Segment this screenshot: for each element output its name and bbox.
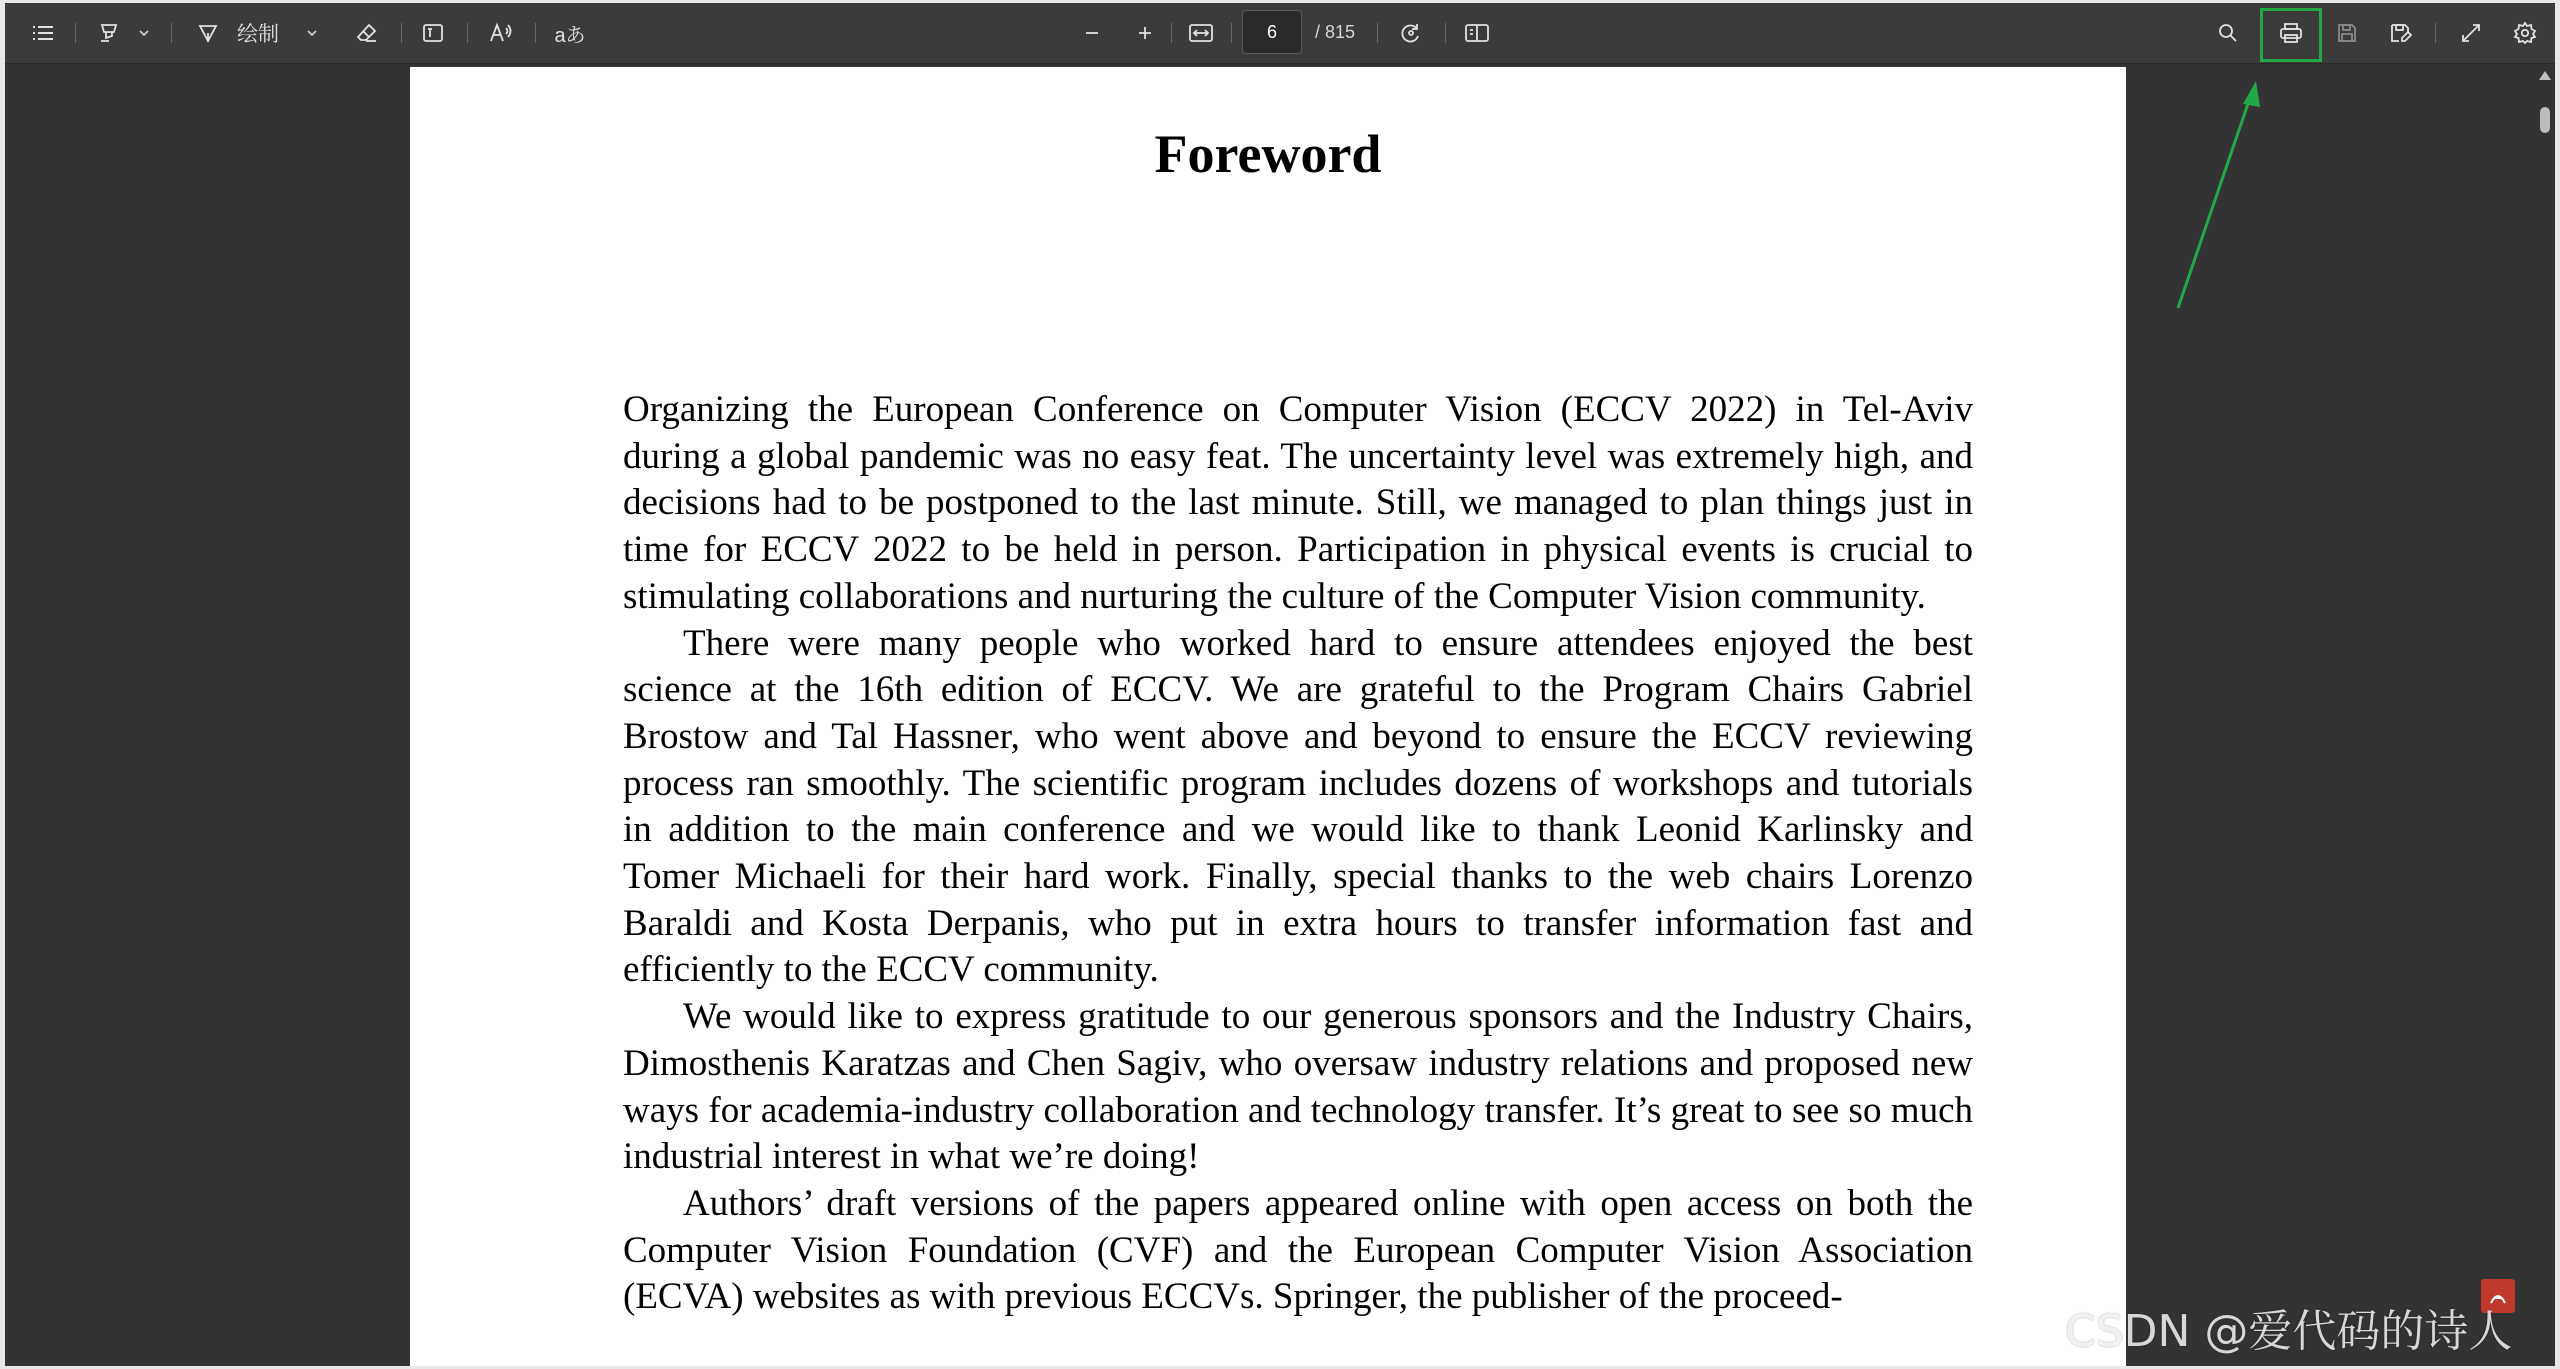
toolbar-separator [1171,23,1172,43]
highlighter-icon[interactable] [89,13,129,53]
plus-icon[interactable] [1125,13,1165,53]
page-heading: Foreword [1154,124,1382,184]
read-aloud-icon[interactable] [481,13,521,53]
vertical-scrollbar[interactable] [2535,64,2555,1366]
minus-icon[interactable] [1072,13,1112,53]
highlight-dropdown-chevron-icon[interactable] [133,13,155,53]
paragraph: We would like to express gratitude to our generous sponsors and the Industry Chairs, Dimosthenis Karatzas and Chen Sagiv, who oversaw industry relations and proposed new ways for academia-industry collaboration and technology transfer. It’s great to see so much industrial interest in what we’re doing! [623,996,1973,1178]
page-body [623,387,1973,1321]
fit-width-icon[interactable] [1181,13,1221,53]
document-viewport[interactable] [5,64,2535,1366]
toolbar-separator [75,23,76,43]
gear-icon[interactable] [2505,13,2545,53]
page-view-icon[interactable] [1457,13,1497,53]
pdf-viewer-window [5,3,2555,1366]
print-button-highlight-annotation [2260,8,2322,62]
draw-label[interactable]: 绘制 [237,23,279,46]
search-icon[interactable] [2208,13,2248,53]
paragraph: Authors’ draft versions of the papers appeared online with open access on both the Computer Vision Foundation (CVF) and the European Computer Vision Association (ECVA) websites as with previous ECCVs. Springer, the publisher of the proceed- [623,1182,1973,1318]
toolbar-separator [1445,23,1446,43]
save-icon[interactable] [2327,13,2367,53]
toolbar [5,3,2555,64]
toolbar-separator [2435,23,2436,43]
scroll-up-arrow-icon[interactable] [2539,71,2551,80]
toolbar-separator [535,23,536,43]
page-number-input[interactable]: 6 [1242,10,1302,54]
pen-icon[interactable] [191,13,225,53]
pdf-page [410,67,2126,1366]
toolbar-separator [171,23,172,43]
expand-icon[interactable] [2451,13,2491,53]
eraser-icon[interactable] [347,13,387,53]
text-box-icon[interactable] [413,13,453,53]
rotate-icon[interactable] [1391,13,1431,53]
toolbar-separator [467,23,468,43]
paragraph: Organizing the European Conference on Computer Vision (ECCV 2022) in Tel-Aviv during a global pandemic was no easy feat. The uncertainty level was extremely high, and decisions had to be postponed to the last minute. Still, we managed to plan things just in time for ECCV 2022 to be held in person. Participation in physical events is crucial to stimulating collaborations and nurturing the culture of the Computer Vision community. [623,389,1973,617]
paragraph: There were many people who worked hard to ensure attendees enjoyed the best science at the 16th edition of ECCV. We are grateful to the Program Chairs Gabriel Brostow and Tal Hassner, who went above and beyond to ensure the ECCV reviewing process ran smoothly. The scientific program includes dozens of workshops and tutorials in addition to the main conference and we would like to thank Leonid Karlinsky and Tomer Michaeli for their hard work. Finally, special thanks to the web chairs Lorenzo Baraldi and Kosta Derpanis, who put in extra hours to transfer information fast and efficiently to the ECCV community. [623,622,1973,991]
watermark-text: CSDN @爱代码的诗人 [2065,1306,2513,1357]
toolbar-separator [401,23,402,43]
list-icon[interactable] [23,13,63,53]
toolbar-separator [1377,23,1378,43]
page-total-count: / 815 [1315,22,1356,42]
draw-dropdown-chevron-icon[interactable] [301,13,323,53]
toolbar-separator [1231,23,1232,43]
scrollbar-thumb[interactable] [2540,107,2550,133]
translate-icon[interactable]: aあ [554,24,586,47]
save-as-icon[interactable] [2380,13,2420,53]
